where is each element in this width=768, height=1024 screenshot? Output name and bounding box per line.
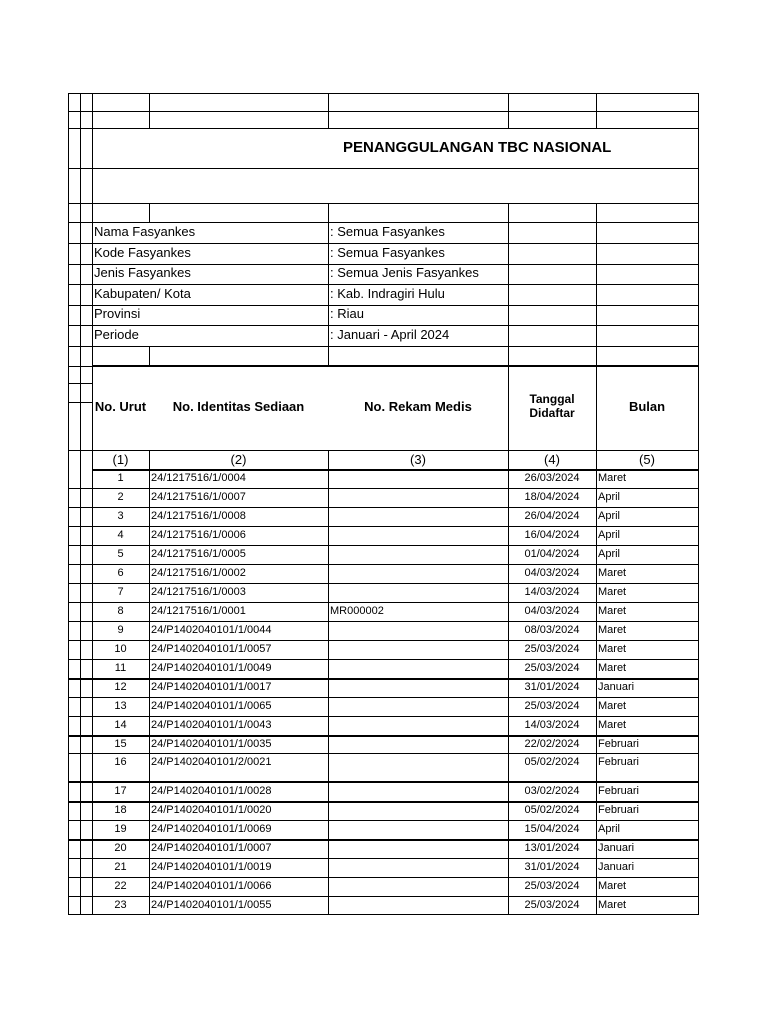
grid-line xyxy=(68,222,698,223)
cell-tanggal: 25/03/2024 xyxy=(524,643,580,655)
grid-line xyxy=(68,697,698,698)
grid-line xyxy=(596,346,597,366)
cell-no-identitas: 24/1217516/1/0004 xyxy=(151,472,246,484)
grid-line xyxy=(68,284,698,285)
header-bulan: Bulan xyxy=(628,399,666,414)
cell-tanggal: 15/04/2024 xyxy=(524,823,580,835)
cell-bulan: Maret xyxy=(598,605,627,617)
grid-line xyxy=(68,621,698,622)
info-value-periode: : Januari - April 2024 xyxy=(330,327,450,342)
cell-no-identitas: 24/1217516/1/0008 xyxy=(151,510,246,522)
grid-line xyxy=(68,383,92,384)
cell-no-identitas: 24/1217516/1/0006 xyxy=(151,529,246,541)
col-number-2: (2) xyxy=(230,452,247,467)
cell-no-identitas: 24/P1402040101/1/0055 xyxy=(151,899,272,911)
cell-bulan: Maret xyxy=(598,586,627,598)
cell-tanggal: 31/01/2024 xyxy=(524,861,580,873)
cell-no-urut: 11 xyxy=(114,662,127,674)
grid-line xyxy=(68,128,698,129)
cell-no-urut: 6 xyxy=(117,567,124,579)
cell-no-urut: 8 xyxy=(117,605,124,617)
cell-tanggal: 18/04/2024 xyxy=(524,491,580,503)
col-number-4: (4) xyxy=(544,452,560,467)
cell-no-urut: 16 xyxy=(114,756,127,768)
grid-line xyxy=(328,450,329,915)
cell-tanggal: 03/02/2024 xyxy=(524,785,580,797)
grid-line xyxy=(68,168,698,169)
grid-line xyxy=(698,93,699,915)
grid-line xyxy=(68,839,698,841)
header-tanggal-line2: Didaftar xyxy=(529,406,575,420)
cell-no-urut: 22 xyxy=(114,880,127,892)
grid-line xyxy=(68,526,698,527)
grid-line xyxy=(68,93,69,915)
grid-line xyxy=(68,203,698,204)
cell-tanggal: 01/04/2024 xyxy=(524,548,580,560)
header-no-urut: No. Urut xyxy=(94,399,147,414)
cell-no-identitas: 24/P1402040101/2/0021 xyxy=(151,756,272,768)
col-number-3: (3) xyxy=(410,452,426,467)
cell-no-identitas: 24/1217516/1/0003 xyxy=(151,586,246,598)
grid-line xyxy=(68,858,698,859)
cell-no-identitas: 24/P1402040101/1/0043 xyxy=(151,719,272,731)
cell-bulan: Maret xyxy=(598,472,627,484)
grid-line xyxy=(68,507,698,508)
grid-line xyxy=(68,366,92,367)
grid-line xyxy=(68,450,698,451)
grid-line xyxy=(68,801,698,803)
info-label-kabupaten: Kabupaten/ Kota xyxy=(94,286,191,301)
cell-bulan: Maret xyxy=(598,880,627,892)
grid-line xyxy=(92,93,93,915)
cell-tanggal: 25/03/2024 xyxy=(524,662,580,674)
cell-no-urut: 19 xyxy=(114,823,127,835)
grid-line xyxy=(508,203,509,222)
grid-line xyxy=(596,450,597,915)
cell-no-urut: 7 xyxy=(117,586,124,598)
info-label-nama: Nama Fasyankes xyxy=(94,224,196,239)
cell-bulan: Maret xyxy=(598,899,627,911)
cell-tanggal: 25/03/2024 xyxy=(524,899,580,911)
grid-line xyxy=(68,781,698,783)
grid-line xyxy=(68,402,92,403)
cell-tanggal: 04/03/2024 xyxy=(524,605,580,617)
cell-bulan: April xyxy=(598,529,621,541)
grid-line xyxy=(68,305,698,306)
cell-bulan: Maret xyxy=(598,719,627,731)
info-label-jenis: Jenis Fasyankes xyxy=(94,265,191,280)
grid-line xyxy=(68,325,698,326)
cell-tanggal: 04/03/2024 xyxy=(524,567,580,579)
grid-line xyxy=(508,346,509,366)
grid-line xyxy=(68,545,698,546)
info-label-provinsi: Provinsi xyxy=(94,306,141,321)
grid-line xyxy=(68,488,698,489)
cell-no-identitas: 24/P1402040101/1/0035 xyxy=(151,738,272,750)
cell-no-identitas: 24/P1402040101/1/0007 xyxy=(151,842,272,854)
header-no-rekam-medis: No. Rekam Medis xyxy=(364,399,472,414)
cell-no-identitas: 24/1217516/1/0005 xyxy=(151,548,246,560)
grid-line xyxy=(68,264,698,265)
grid-line xyxy=(149,450,150,915)
cell-tanggal: 13/01/2024 xyxy=(524,842,580,854)
grid-line xyxy=(596,203,597,222)
cell-no-urut: 20 xyxy=(114,842,127,854)
cell-bulan: Februari xyxy=(598,804,639,816)
cell-no-urut: 3 xyxy=(117,510,124,522)
cell-no-urut: 17 xyxy=(114,785,127,797)
cell-no-urut: 9 xyxy=(117,624,124,636)
page-title: PENANGGULANGAN TBC NASIONAL xyxy=(343,139,612,156)
cell-no-identitas: 24/P1402040101/1/0017 xyxy=(151,681,272,693)
grid-line xyxy=(68,735,698,737)
grid-line xyxy=(68,602,698,603)
cell-tanggal: 14/03/2024 xyxy=(524,586,580,598)
grid-line xyxy=(68,583,698,584)
grid-line xyxy=(508,450,509,915)
cell-no-identitas: 24/P1402040101/1/0066 xyxy=(151,880,272,892)
cell-tanggal: 05/02/2024 xyxy=(524,804,580,816)
grid-line xyxy=(149,203,150,222)
cell-no-identitas: 24/P1402040101/1/0019 xyxy=(151,861,272,873)
grid-line xyxy=(80,93,81,915)
cell-bulan: Maret xyxy=(598,624,627,636)
cell-no-identitas: 24/1217516/1/0007 xyxy=(151,491,246,503)
cell-no-urut: 12 xyxy=(114,681,127,693)
cell-no-urut: 13 xyxy=(114,700,127,712)
cell-tanggal: 25/03/2024 xyxy=(524,880,580,892)
cell-no-identitas: 24/P1402040101/1/0065 xyxy=(151,700,272,712)
cell-tanggal: 26/03/2024 xyxy=(524,472,580,484)
info-value-kabupaten: : Kab. Indragiri Hulu xyxy=(330,286,445,301)
cell-bulan: Februari xyxy=(598,785,639,797)
header-tanggal-line1: Tanggal xyxy=(529,392,575,406)
grid-line xyxy=(68,914,698,915)
grid-line xyxy=(92,365,698,367)
grid-line xyxy=(68,678,698,680)
cell-no-identitas: 24/1217516/1/0001 xyxy=(151,605,246,617)
info-value-provinsi: : Riau xyxy=(330,306,364,321)
header-no-identitas: No. Identitas Sediaan xyxy=(172,399,305,414)
info-value-kode: : Semua Fasyankes xyxy=(330,245,445,260)
cell-bulan: Maret xyxy=(598,662,627,674)
cell-bulan: Maret xyxy=(598,700,627,712)
cell-no-urut: 15 xyxy=(114,738,127,750)
grid-line xyxy=(328,346,329,366)
cell-bulan: Januari xyxy=(598,681,635,693)
grid-line xyxy=(68,659,698,660)
grid-line xyxy=(68,243,698,244)
grid-line xyxy=(68,564,698,565)
grid-line xyxy=(149,346,150,366)
cell-tanggal: 31/01/2024 xyxy=(524,681,580,693)
cell-no-identitas: 24/P1402040101/1/0057 xyxy=(151,643,272,655)
info-value-jenis: : Semua Jenis Fasyankes xyxy=(330,265,479,280)
cell-bulan: Maret xyxy=(598,567,627,579)
grid-line xyxy=(68,640,698,641)
cell-tanggal: 14/03/2024 xyxy=(524,719,580,731)
cell-bulan: Januari xyxy=(598,842,635,854)
info-value-nama: : Semua Fasyankes xyxy=(330,224,445,239)
cell-no-urut: 10 xyxy=(114,643,127,655)
info-label-periode: Periode xyxy=(94,327,139,342)
col-number-1: (1) xyxy=(112,452,129,467)
cell-bulan: Februari xyxy=(598,756,639,768)
cell-bulan: April xyxy=(598,823,621,835)
cell-no-identitas: 24/P1402040101/1/0028 xyxy=(151,785,272,797)
cell-tanggal: 22/02/2024 xyxy=(524,738,580,750)
cell-no-urut: 2 xyxy=(117,491,124,503)
cell-no-urut: 5 xyxy=(117,548,124,560)
cell-no-identitas: 24/P1402040101/1/0044 xyxy=(151,624,272,636)
grid-line xyxy=(68,896,698,897)
cell-no-urut: 14 xyxy=(114,719,127,731)
cell-no-identitas: 24/P1402040101/1/0049 xyxy=(151,662,272,674)
cell-no-identitas: 24/P1402040101/1/0069 xyxy=(151,823,272,835)
cell-no-urut: 1 xyxy=(117,472,124,484)
cell-no-rekam-medis: MR000002 xyxy=(330,605,384,617)
cell-no-urut: 18 xyxy=(114,804,127,816)
grid-line xyxy=(68,111,698,112)
grid-line xyxy=(68,346,698,347)
cell-tanggal: 08/03/2024 xyxy=(524,624,580,636)
grid-line xyxy=(68,753,698,754)
grid-line xyxy=(328,203,329,222)
cell-tanggal: 26/04/2024 xyxy=(524,510,580,522)
grid-line xyxy=(68,877,698,878)
cell-bulan: April xyxy=(598,510,621,522)
info-label-kode: Kode Fasyankes xyxy=(94,245,191,260)
cell-bulan: April xyxy=(598,548,621,560)
cell-tanggal: 16/04/2024 xyxy=(524,529,580,541)
cell-bulan: April xyxy=(598,491,621,503)
cell-no-urut: 4 xyxy=(117,529,124,541)
grid-line xyxy=(68,716,698,717)
cell-no-identitas: 24/1217516/1/0002 xyxy=(151,567,246,579)
grid-line xyxy=(68,820,698,821)
cell-no-urut: 23 xyxy=(114,899,127,911)
cell-bulan: Februari xyxy=(598,738,639,750)
grid-line xyxy=(68,93,698,94)
cell-no-urut: 21 xyxy=(114,861,127,873)
cell-bulan: Maret xyxy=(598,643,627,655)
grid-line xyxy=(92,469,698,471)
col-number-5: (5) xyxy=(639,452,655,467)
cell-no-identitas: 24/P1402040101/1/0020 xyxy=(151,804,272,816)
cell-tanggal: 25/03/2024 xyxy=(524,700,580,712)
cell-bulan: Januari xyxy=(598,861,635,873)
grid-line xyxy=(596,366,597,450)
grid-line xyxy=(508,366,509,450)
cell-tanggal: 05/02/2024 xyxy=(524,756,580,768)
